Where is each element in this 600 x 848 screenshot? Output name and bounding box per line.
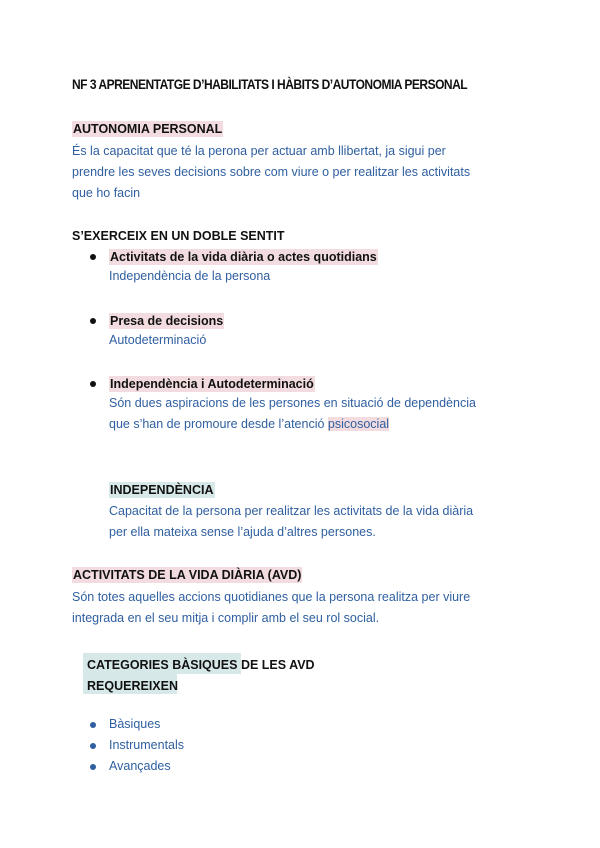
categories-list (90, 714, 184, 777)
category-item-3: Avançades (109, 759, 171, 773)
section-heading-avd (72, 568, 302, 582)
bullet-icon (90, 318, 96, 324)
independencia-line-2: per ella mateixa sense l’ajuda d’altres persones. (109, 525, 376, 539)
doble-item-2-detail: Autodeterminació (109, 333, 207, 347)
doble-item-3 (90, 376, 476, 435)
section-heading-doble-sentit: S’EXERCEIX EN UN DOBLE SENTIT (72, 229, 285, 243)
detail-text: que s’han de promoure desde l’atenció (109, 417, 328, 431)
doble-item-1-label: Activitats de la vida diària o actes quotidians (110, 250, 377, 264)
section-heading-autonomia (72, 122, 223, 136)
autonomia-line-1: És la capacitat que té la perona per actuar amb llibertat, ja sigui per (72, 144, 446, 158)
autonomia-paragraph (72, 141, 542, 204)
doble-item-1 (90, 249, 378, 287)
avd-line-2: integrada en el seu mitja i complir amb el seu rol social. (72, 611, 380, 625)
doble-item-3-detail (109, 393, 476, 435)
categories-heading (87, 655, 315, 697)
doble-item-3-detail-line-1: Són dues aspiracions de les persones en situació de dependència (109, 396, 476, 410)
bullet-icon (90, 254, 96, 260)
bullet-icon (90, 722, 96, 728)
categories-heading-line-1: CATEGORIES BÀSIQUES DE LES AVD (87, 658, 315, 672)
independencia-line-1: Capacitat de la persona per realitzar les activitats de la vida diària (109, 504, 474, 518)
list-item (90, 735, 184, 756)
independencia-heading-text: INDEPENDÈNCIA (110, 483, 214, 497)
independencia-paragraph (109, 501, 473, 543)
list-item (90, 714, 184, 735)
document-title: NF 3 APRENENTATGE D’HABILITATS I HÀBITS D’AUTONOMIA PERSONAL (72, 76, 468, 92)
categories-heading-line-2: REQUEREIXEN (87, 679, 178, 693)
doble-item-3-detail-line-2 (109, 414, 476, 435)
doble-item-1-detail: Independència de la persona (109, 269, 271, 283)
bullet-icon (90, 764, 96, 770)
bullet-icon (90, 743, 96, 749)
list-item (90, 756, 184, 777)
avd-paragraph (72, 587, 470, 629)
autonomia-line-3: que ho facin (72, 186, 141, 200)
doble-item-2 (90, 313, 224, 351)
category-item-1: Bàsiques (109, 717, 161, 731)
avd-heading-text: ACTIVITATS DE LA VIDA DIÀRIA (AVD) (73, 568, 302, 582)
autonomia-line-2: prendre les seves decisions sobre com viure o per realitzar les activitats (72, 165, 471, 179)
section-heading-independencia (109, 483, 215, 497)
highlighted-word: psicosocial (327, 417, 390, 431)
doble-item-2-label: Presa de decisions (110, 314, 224, 328)
avd-line-1: Són totes aquelles accions quotidianes que la persona realitza per viure (72, 590, 471, 604)
bullet-icon (90, 381, 96, 387)
doble-item-3-label: Independència i Autodeterminació (110, 377, 314, 391)
category-item-2: Instrumentals (109, 738, 185, 752)
autonomia-heading-text: AUTONOMIA PERSONAL (73, 122, 223, 136)
